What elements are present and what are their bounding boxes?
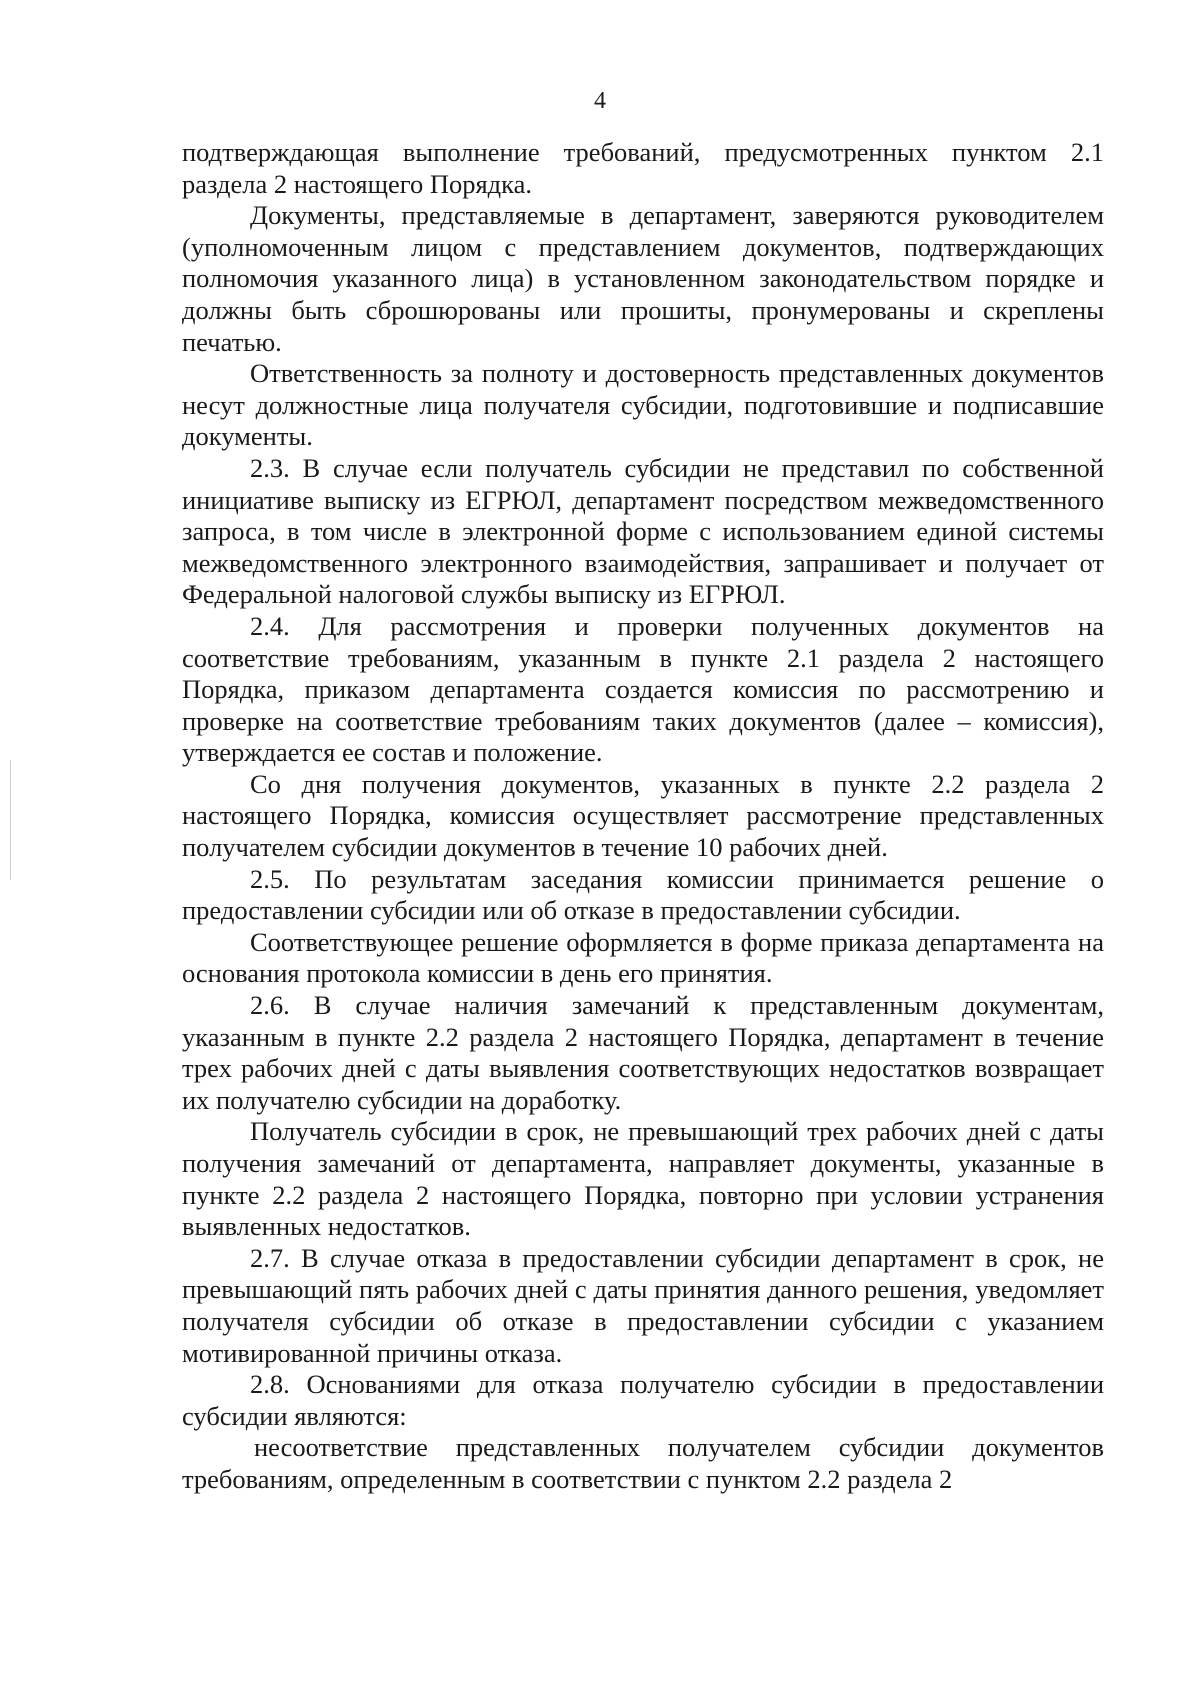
paragraph-section-2-4: 2.4. Для рассмотрения и проверки полученных документов на соответствие требованиям, указанным в пункте 2.1 раздела 2 настоящего Порядка, приказом департамента создается комиссия по рассмотрению и проверке на соответствие требованиям таких документов (далее – комиссия), утверждается ее состав и положение. — [182, 610, 1104, 768]
paragraph: Соответствующее решение оформляется в форме приказа департамента на основания протокола комиссии в день его принятия. — [182, 926, 1104, 989]
paragraph-section-2-5: 2.5. По результатам заседания комиссии принимается решение о предоставлении субсидии или об отказе в предоставлении субсидии. — [182, 863, 1104, 926]
scan-edge-mark — [10, 760, 11, 880]
paragraph: Со дня получения документов, указанных в пункте 2.2 раздела 2 настоящего Порядка, комиссия осуществляет рассмотрение представленных получателем субсидии документов в течение 10 рабочих дней. — [182, 768, 1104, 863]
paragraph-section-2-6: 2.6. В случае наличия замечаний к представленным документам, указанным в пункте 2.2 раздела 2 настоящего Порядка, департамент в течение трех рабочих дней с даты выявления соответствующих недостатков возвращает их получателю субсидии на доработку. — [182, 990, 1104, 1115]
paragraph: Получатель субсидии в срок, не превышающий трех рабочих дней с даты получения замечаний от департамента, направляет документы, указанные в пункте 2.2 раздела 2 настоящего Порядка, повторно при условии устранения выявленных недостатков. — [182, 1116, 1104, 1242]
paragraph: подтверждающая выполнение требований, предусмотренных пунктом 2.1 раздела 2 настоящего Порядка. — [182, 137, 1104, 199]
page-number: 4 — [594, 88, 606, 114]
document-body — [182, 137, 1104, 1496]
paragraph: Ответственность за полноту и достоверность представленных документов несут должностные лица получателя субсидии, подготовившие и подписавшие документы. — [182, 358, 1104, 452]
paragraph: несоответствие представленных получателем субсидии документов требованиям, определенным в соответствии с пунктом 2.2 раздела 2 — [182, 1432, 1104, 1494]
paragraph-section-2-7: 2.7. В случае отказа в предоставлении субсидии департамент в срок, не превышающий пять рабочих дней с даты принятия данного решения, уведомляет получателя субсидии об отказе в предоставлении субсидии с указанием мотивированной причины отказа. — [182, 1242, 1104, 1368]
paragraph-section-2-3: 2.3. В случае если получатель субсидии не представил по собственной инициативе выписку из ЕГРЮЛ, департамент посредством межведомственного запроса, в том числе в электронной форме с использованием единой системы межведомственного электронного взаимодействия, запрашивает и получает от Федеральной налоговой службы выписку из ЕГРЮЛ. — [182, 452, 1104, 610]
paragraph: Документы, представляемые в департамент, заверяются руководителем (уполномоченным лицом с представлением документов, подтверждающих полномочия указанного лица) в установленном законодательством порядке и должны быть сброшюрованы или прошиты, пронумерованы и скреплены печатью. — [182, 200, 1104, 357]
paragraph-section-2-8: 2.8. Основаниями для отказа получателю субсидии в предоставлении субсидии являются: — [182, 1369, 1104, 1431]
